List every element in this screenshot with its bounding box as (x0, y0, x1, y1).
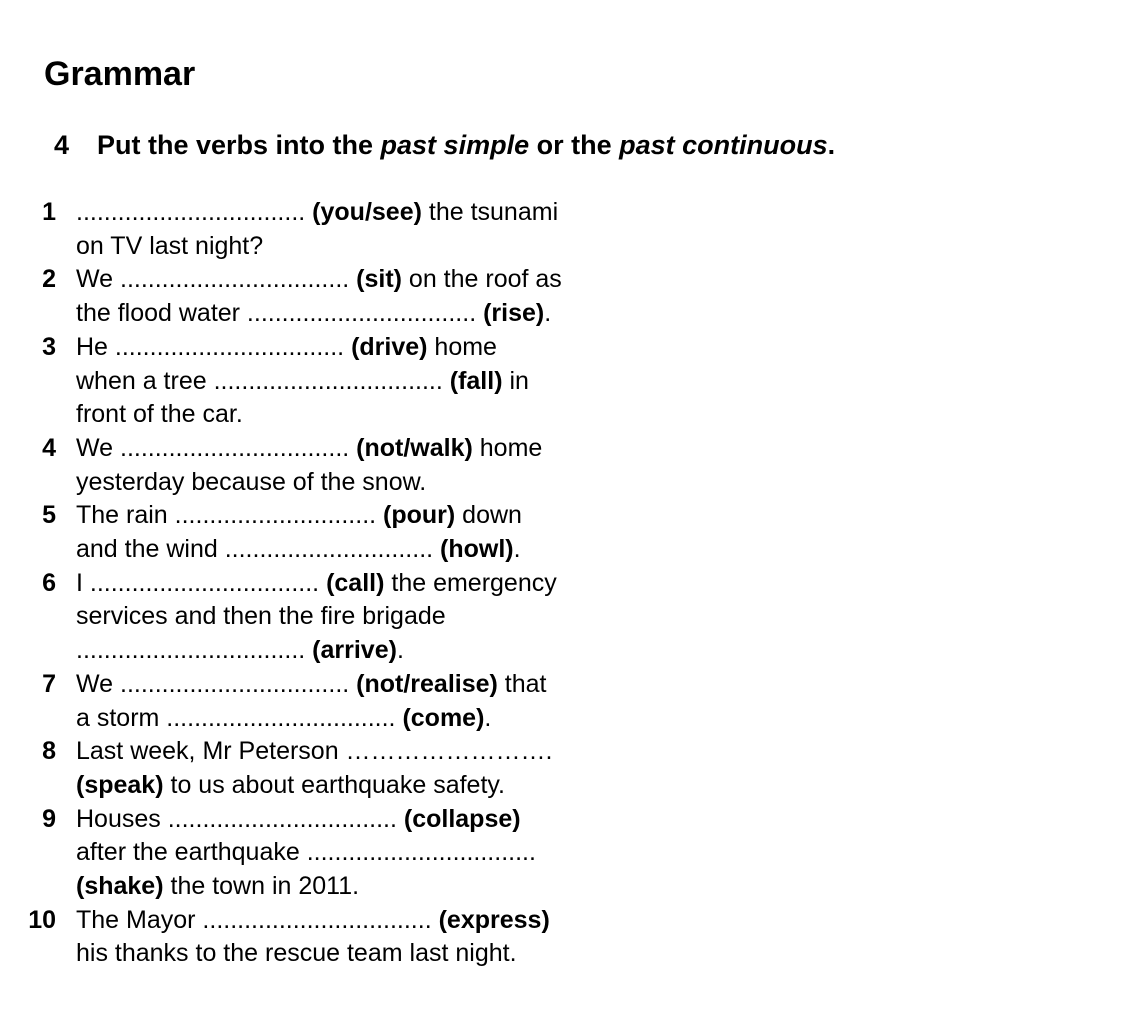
exercise-line (76, 836, 676, 870)
sentence-text: home (472, 433, 543, 462)
exercise-item (0, 263, 676, 330)
verb-prompt: (call) (326, 568, 385, 597)
exercise-line (76, 230, 676, 264)
exercise-line (76, 735, 676, 769)
exercise-text (76, 735, 676, 802)
exercise-line (76, 297, 676, 331)
sentence-text: that (497, 669, 547, 698)
exercise-number: 3 (42, 332, 56, 361)
exercise-text (76, 668, 676, 735)
verb-prompt: (arrive) (312, 636, 397, 665)
task-number: 4 (54, 130, 70, 160)
exercise-item (0, 567, 676, 668)
sentence-text: the emergency (384, 568, 557, 597)
sentence-text: I ................................. (76, 568, 327, 597)
verb-prompt: (fall) (449, 366, 503, 395)
exercise-text (76, 196, 676, 263)
exercise-item (0, 432, 676, 499)
sentence-text: yesterday because of the snow. (76, 467, 427, 496)
exercise-line (76, 634, 676, 668)
exercise-number: 2 (42, 265, 56, 294)
verb-prompt: (rise) (483, 299, 545, 328)
exercise-item (0, 499, 676, 566)
exercise-number: 1 (42, 198, 56, 226)
exercise-number: 7 (42, 669, 56, 698)
exercise-text (76, 263, 676, 330)
exercise-item (0, 196, 676, 263)
instruction-text: or the (529, 130, 620, 160)
verb-prompt: (not/realise) (356, 669, 498, 698)
sentence-text: . (396, 636, 404, 665)
sentence-text: He ................................. (76, 332, 352, 361)
exercise-number: 5 (42, 501, 56, 530)
sentence-text: Last week, Mr Peterson ……………………. (76, 737, 553, 766)
sentence-text: after the earthquake ................................. (76, 838, 536, 867)
exercise-item (0, 735, 676, 802)
exercise-line (76, 331, 676, 365)
exercise-line (76, 263, 676, 297)
sentence-text: the tsunami (421, 198, 559, 226)
sentence-text: on the roof as (401, 265, 562, 294)
exercise-line (76, 600, 676, 634)
exercise-item (0, 668, 676, 735)
verb-prompt: (collapse) (403, 804, 521, 833)
sentence-text: the town in 2011. (163, 872, 360, 901)
verb-prompt: (drive) (351, 332, 428, 361)
sentence-text: We ................................. (76, 433, 357, 462)
verb-prompt: (pour) (383, 501, 456, 530)
verb-prompt: (express) (438, 905, 550, 934)
sentence-text: Houses ................................. (76, 804, 404, 833)
exercise-text (76, 803, 676, 904)
exercise-line (76, 365, 676, 399)
exercise-text (76, 432, 676, 499)
exercise-line (76, 870, 676, 904)
verb-prompt: (shake) (76, 872, 164, 901)
sentence-text: . (544, 299, 552, 328)
exercise-item (0, 904, 676, 971)
exercise-number: 8 (42, 737, 56, 766)
exercise-line (76, 904, 676, 938)
sentence-text: down (455, 501, 522, 530)
exercise-number: 9 (42, 804, 56, 833)
sentence-text: . (513, 535, 521, 564)
verb-prompt: (howl) (440, 535, 514, 564)
sentence-text: a storm ................................. (76, 703, 403, 732)
task-instruction (54, 126, 835, 164)
sentence-text: to us about earthquake safety. (163, 770, 505, 799)
exercise-line (76, 466, 676, 500)
sentence-text: The rain ............................. (76, 501, 384, 530)
exercise-line (76, 702, 676, 736)
sentence-text: We ................................. (76, 669, 357, 698)
sentence-text: home (427, 332, 497, 361)
verb-prompt: (not/walk) (356, 433, 473, 462)
sentence-text: his thanks to the rescue team last night. (76, 939, 517, 968)
exercise-text (76, 499, 676, 566)
exercise-line (76, 769, 676, 803)
verb-prompt: (you/see) (312, 198, 422, 226)
sentence-text: ................................. (76, 198, 313, 226)
exercise-line (76, 668, 676, 702)
exercise-item (0, 331, 676, 432)
verb-prompt: (speak) (76, 770, 164, 799)
sentence-text: services and then the fire brigade (76, 602, 446, 631)
sentence-text: the flood water ................................. (76, 299, 484, 328)
sentence-text: We ................................. (76, 265, 357, 294)
verb-prompt: (come) (402, 703, 485, 732)
exercise-text (76, 567, 676, 668)
exercise-line (76, 432, 676, 466)
sentence-text: ................................. (76, 636, 313, 665)
exercise-number: 10 (28, 905, 56, 934)
exercise-line (76, 398, 676, 432)
sentence-text: on TV last night? (76, 231, 264, 260)
exercise-text (76, 904, 676, 971)
instruction-text: Put the verbs into the (97, 130, 381, 160)
instruction-tense-past-simple: past simple (380, 130, 530, 160)
exercise-line (76, 499, 676, 533)
verb-prompt: (sit) (356, 265, 402, 294)
exercise-item (0, 803, 676, 904)
exercise-line (76, 196, 676, 230)
exercise-line (76, 533, 676, 567)
sentence-text: and the wind .............................. (76, 535, 441, 564)
exercise-line (76, 567, 676, 601)
exercise-line (76, 803, 676, 837)
exercise-number: 6 (42, 568, 56, 597)
instruction-tense-past-continuous: past continuous (619, 130, 828, 160)
exercise-list (0, 196, 676, 971)
exercise-text (76, 331, 676, 432)
sentence-text: The Mayor ................................. (76, 905, 439, 934)
exercise-line (76, 937, 676, 971)
section-title: Grammar (44, 55, 196, 93)
exercise-number: 4 (42, 433, 56, 462)
sentence-text: in (502, 366, 529, 395)
instruction-text: . (827, 130, 836, 160)
sentence-text: . (484, 703, 492, 732)
sentence-text: when a tree ................................. (76, 366, 450, 395)
sentence-text: front of the car. (76, 400, 243, 429)
